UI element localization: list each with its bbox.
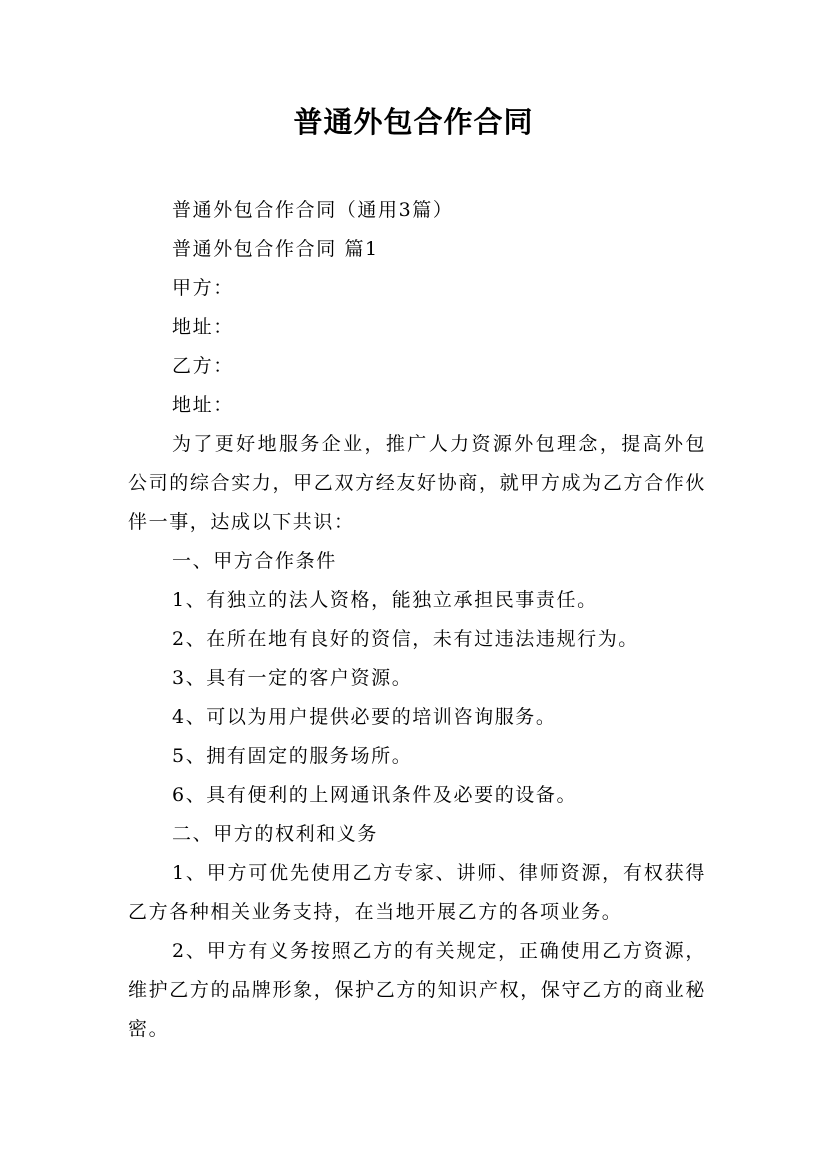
paragraph-clause-1-5: 5、拥有固定的服务场所。 [172, 745, 413, 767]
paragraph-clause-2-2: 2、甲方有义务按照乙方的有关规定，正确使用乙方资源，维护乙方的品牌形象，保护乙方的知识产权，保守乙方的商业秘密。 [128, 940, 706, 1040]
paragraph-clause-1-4: 4、可以为用户提供必要的培训咨询服务。 [172, 706, 557, 728]
paragraph-clause-1-1: 1、有独立的法人资格，能独立承担民事责任。 [172, 589, 598, 611]
document-title: 普通外包合作合同 [293, 105, 534, 139]
paragraph-clause-2-1: 1、甲方可优先使用乙方专家、讲师、律师资源，有权获得乙方各种相关业务支持，在当地开展乙方的各项业务。 [128, 862, 706, 923]
paragraph-party-b: 乙方： [172, 355, 234, 377]
paragraph-preamble: 为了更好地服务企业，推广人力资源外包理念，提高外包公司的综合实力，甲乙双方经友好协商，就甲方成为乙方合作伙伴一事，达成以下共识： [128, 433, 706, 533]
document-body [128, 191, 706, 1049]
paragraph-clause-heading-2: 二、甲方的权利和义务 [172, 823, 379, 845]
paragraph-section-heading: 普通外包合作合同 篇1 [172, 238, 379, 260]
paragraph-clause-1-2: 2、在所在地有良好的资信，未有过违法违规行为。 [172, 628, 639, 650]
paragraph-party-a-address: 地址： [172, 316, 234, 338]
paragraph-clause-1-6: 6、具有便利的上网通讯条件及必要的设备。 [172, 784, 578, 806]
paragraph-clause-heading-1: 一、甲方合作条件 [172, 550, 337, 572]
paragraph-subtitle: 普通外包合作合同（通用3篇） [172, 199, 454, 221]
paragraph-clause-1-3: 3、具有一定的客户资源。 [172, 667, 413, 689]
paragraph-party-b-address: 地址： [172, 394, 234, 416]
paragraph-party-a: 甲方： [172, 277, 234, 299]
